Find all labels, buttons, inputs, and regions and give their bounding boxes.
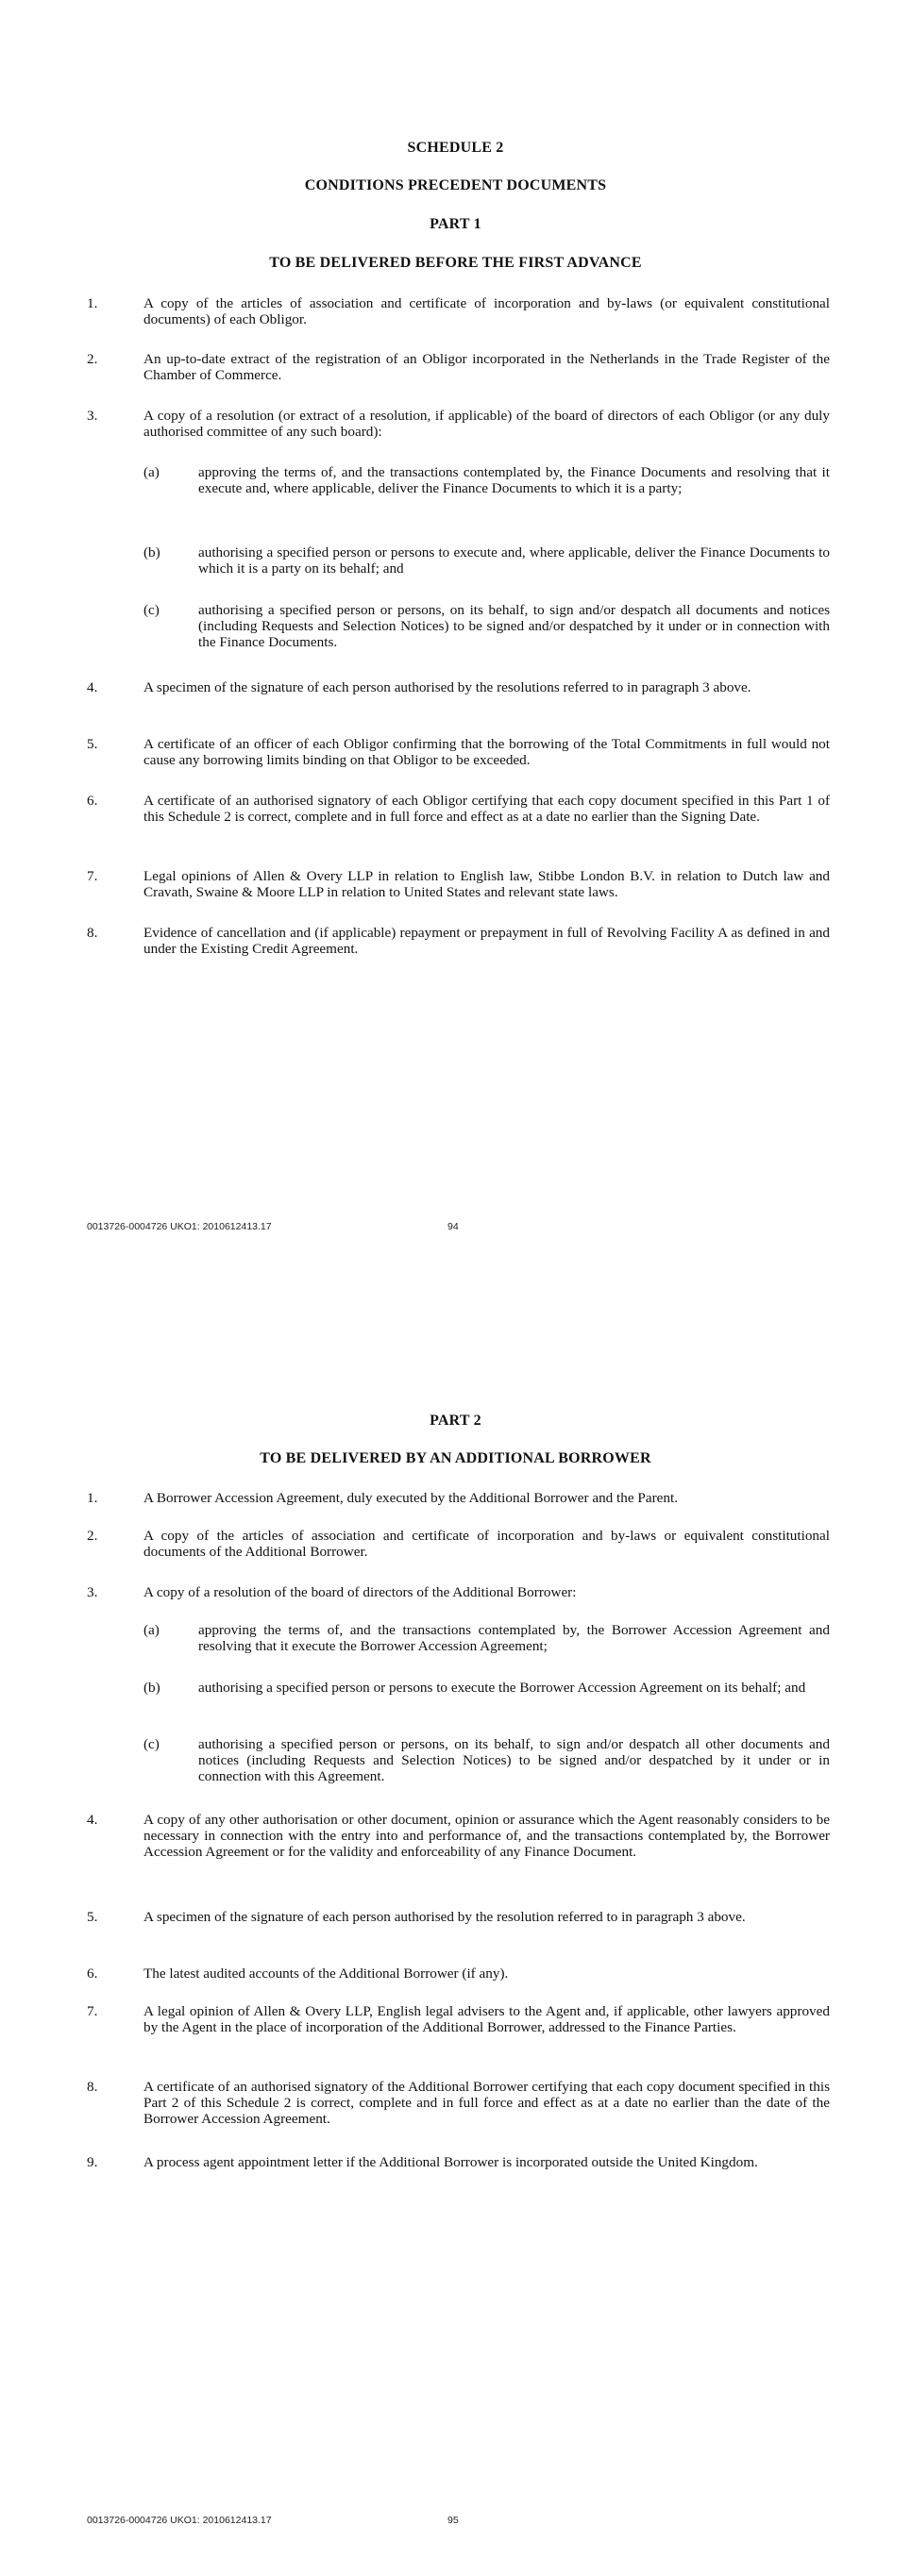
- sub-item: [143, 1680, 830, 1696]
- item-number: 2.: [87, 1528, 98, 1544]
- page-95: [0, 1288, 911, 2576]
- sub-item: [143, 602, 830, 650]
- list-item: [87, 408, 830, 440]
- list-item: [87, 2079, 830, 2127]
- item-number: 7.: [87, 2003, 98, 2019]
- item-text: A specimen of the signature of each person authorised by the resolutions referred to in paragraph 3 above.: [143, 679, 751, 695]
- item-number: 9.: [87, 2154, 98, 2170]
- part-title: PART 1: [430, 216, 481, 232]
- list-item: [87, 2003, 830, 2035]
- sub-item-text: authorising a specified person or persons to execute and, where applicable, deliver the Finance Documents to which it is a party on its behalf; and: [198, 544, 830, 577]
- sub-item: [143, 464, 830, 496]
- item-number: 3.: [87, 408, 98, 424]
- footer-reference: 0013726-0004726 UKO1: 2010612413.17: [87, 2515, 272, 2526]
- item-number: 5.: [87, 736, 98, 752]
- list-item: [87, 1909, 830, 1925]
- part-title: PART 2: [430, 1413, 481, 1429]
- schedule-title: SCHEDULE 2: [407, 140, 504, 156]
- list-item: [87, 1528, 830, 1560]
- sub-item: [143, 1736, 830, 1784]
- sub-item-letter: (c): [143, 602, 160, 618]
- sub-item-letter: (b): [143, 544, 160, 560]
- part-subtitle: TO BE DELIVERED BEFORE THE FIRST ADVANCE: [269, 255, 642, 271]
- sub-item-letter: (a): [143, 464, 160, 480]
- sub-item-text: authorising a specified person or persons to execute the Borrower Accession Agreement on its behalf; and: [198, 1680, 806, 1696]
- item-text: A Borrower Accession Agreement, duly executed by the Additional Borrower and the Parent.: [143, 1490, 679, 1506]
- item-number: 6.: [87, 1965, 98, 1982]
- sub-item-text: approving the terms of, and the transactions contemplated by, the Borrower Accession Agreement and resolving that it execute the Borrower Accession Agreement;: [198, 1622, 830, 1654]
- item-text: The latest audited accounts of the Additional Borrower (if any).: [143, 1965, 509, 1982]
- item-text: A copy of a resolution of the board of directors of the Additional Borrower:: [143, 1584, 577, 1600]
- item-number: 1.: [87, 295, 98, 311]
- page-number: 95: [447, 2515, 459, 2526]
- list-item: [87, 295, 830, 327]
- item-text: A specimen of the signature of each person authorised by the resolution referred to in paragraph 3 above.: [143, 1909, 746, 1925]
- list-item: [87, 793, 830, 825]
- list-item: [87, 925, 830, 957]
- section-title: CONDITIONS PRECEDENT DOCUMENTS: [304, 177, 607, 193]
- item-text: A process agent appointment letter if the Additional Borrower is incorporated outside the United Kingdom.: [143, 2154, 758, 2170]
- item-number: 5.: [87, 1909, 98, 1925]
- list-item: [87, 1584, 830, 1600]
- sub-item: [143, 544, 830, 577]
- item-text: A copy of a resolution (or extract of a resolution, if applicable) of the board of directors of each Obligor (or any duly authorised committee of any such board):: [143, 408, 830, 440]
- sub-item-text: authorising a specified person or persons, on its behalf, to sign and/or despatch all documents and notices (including Requests and Selection Notices) to be signed and/or despatched by it under or in connection with the Finance Documents.: [198, 602, 830, 650]
- sub-item-letter: (c): [143, 1736, 160, 1752]
- item-text: A certificate of an authorised signatory of the Additional Borrower certifying that each copy document specified in this Part 2 of this Schedule 2 is correct, complete and in full force and effect as at a date no earlier than the date of the Borrower Accession Agreement.: [143, 2079, 830, 2127]
- part-subtitle: TO BE DELIVERED BY AN ADDITIONAL BORROWER: [260, 1450, 651, 1466]
- item-number: 2.: [87, 351, 98, 367]
- item-number: 8.: [87, 925, 98, 941]
- item-text: A legal opinion of Allen & Overy LLP, English legal advisers to the Agent and, if applicable, other lawyers approved by the Agent in the place of incorporation of the Additional Borrower, addressed to the Finance Parties.: [143, 2003, 830, 2035]
- list-item: [87, 736, 830, 768]
- list-item: [87, 1490, 830, 1506]
- sub-item-letter: (b): [143, 1680, 160, 1696]
- page-number: 94: [447, 1221, 459, 1232]
- list-item: [87, 2154, 830, 2170]
- sub-item: [143, 1622, 830, 1654]
- item-text: Evidence of cancellation and (if applicable) repayment or prepayment in full of Revolving Facility A as defined in and under the Existing Credit Agreement.: [143, 925, 830, 957]
- item-number: 4.: [87, 679, 98, 695]
- sub-item-letter: (a): [143, 1622, 160, 1638]
- item-text: A certificate of an authorised signatory of each Obligor certifying that each copy document specified in this Part 1 of this Schedule 2 is correct, complete and in full force and effect as at a date no earlier than the Signing Date.: [143, 793, 830, 825]
- item-text: An up-to-date extract of the registration of an Obligor incorporated in the Netherlands in the Trade Register of the Chamber of Commerce.: [143, 351, 830, 383]
- sub-item-text: approving the terms of, and the transactions contemplated by, the Finance Documents and resolving that it execute and, where applicable, deliver the Finance Documents to which it is a party;: [198, 464, 830, 496]
- item-number: 8.: [87, 2079, 98, 2095]
- item-text: A copy of the articles of association and certificate of incorporation and by-laws or equivalent constitutional documents of the Additional Borrower.: [143, 1528, 830, 1560]
- list-item: [87, 679, 830, 695]
- footer-reference: 0013726-0004726 UKO1: 2010612413.17: [87, 1221, 272, 1232]
- item-text: Legal opinions of Allen & Overy LLP in relation to English law, Stibbe London B.V. in relation to Dutch law and Cravath, Swaine & Moore LLP in relation to United States and relevant state laws.: [143, 868, 830, 900]
- list-item: [87, 351, 830, 383]
- item-text: A copy of the articles of association and certificate of incorporation and by-laws (or equivalent constitutional documents) of each Obligor.: [143, 295, 830, 327]
- sub-item-text: authorising a specified person or persons, on its behalf, to sign and/or despatch all other documents and notices (including Requests and Selection Notices) to be signed and/or despatched by it under or in connection with this Agreement.: [198, 1736, 830, 1784]
- item-number: 6.: [87, 793, 98, 809]
- item-text: A copy of any other authorisation or other document, opinion or assurance which the Agent reasonably considers to be necessary in connection with the entry into and performance of, and the transactions contemplated by, the Borrower Accession Agreement or for the validity and enforceability of any Finance Document.: [143, 1812, 830, 1860]
- list-item: [87, 868, 830, 900]
- list-item: [87, 1965, 830, 1982]
- item-number: 7.: [87, 868, 98, 884]
- item-number: 1.: [87, 1490, 98, 1506]
- item-number: 4.: [87, 1812, 98, 1828]
- item-number: 3.: [87, 1584, 98, 1600]
- item-text: A certificate of an officer of each Obligor confirming that the borrowing of the Total Commitments in full would not cause any borrowing limits binding on that Obligor to be exceeded.: [143, 736, 830, 768]
- list-item: [87, 1812, 830, 1860]
